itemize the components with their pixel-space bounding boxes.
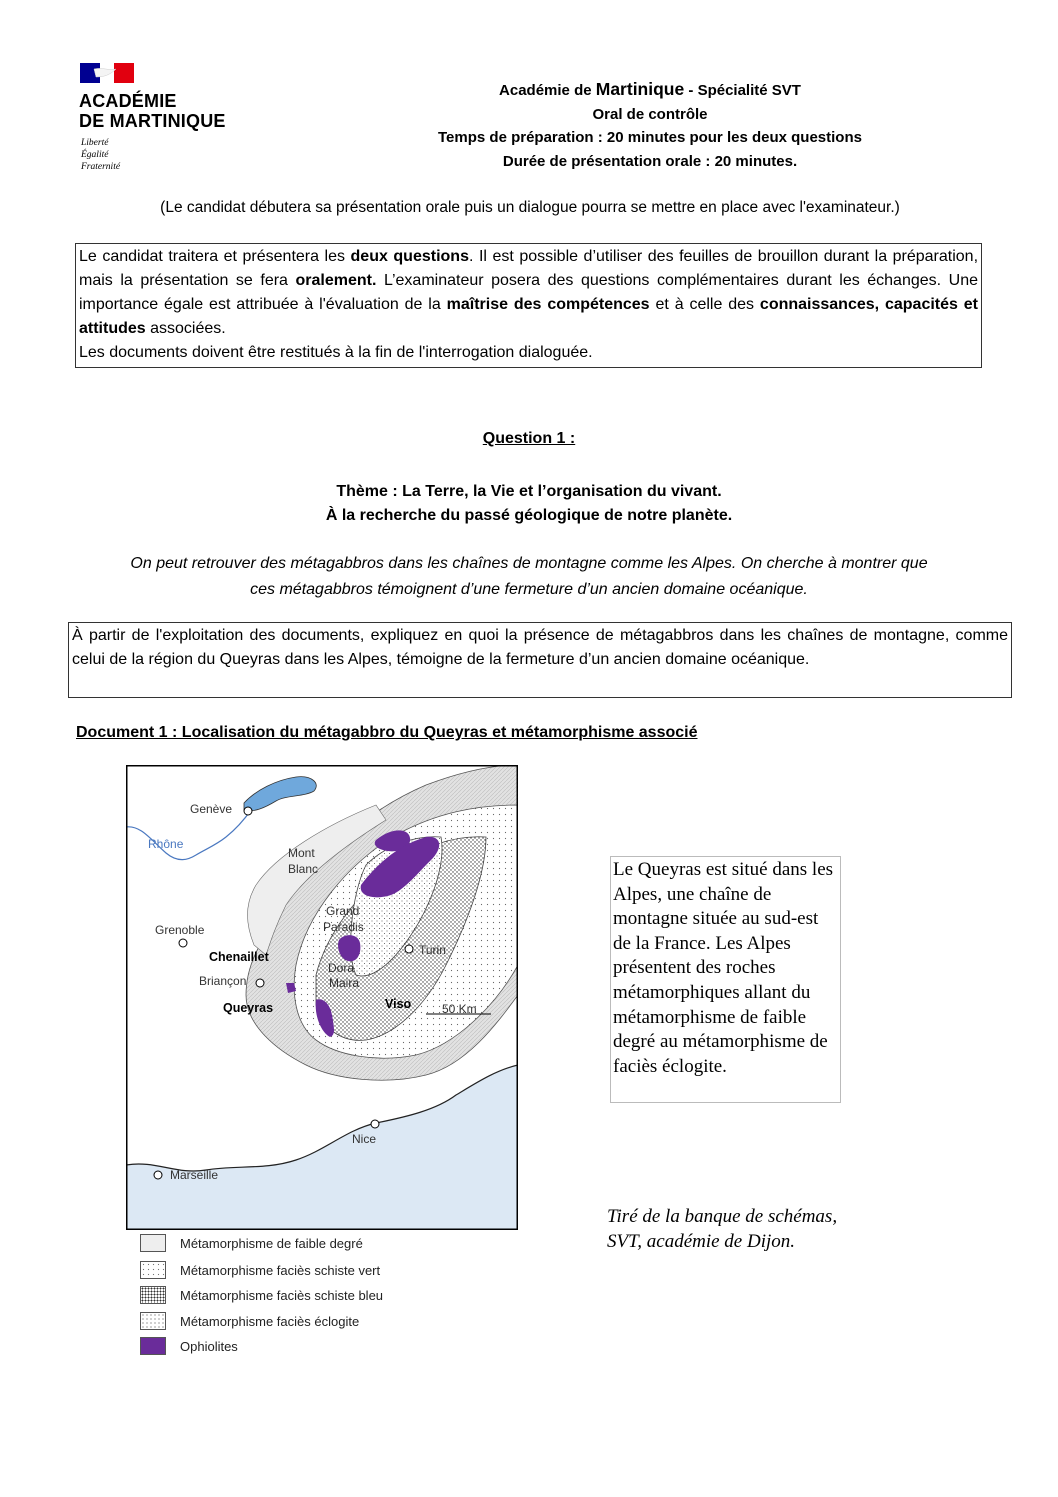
legend-swatch-eclogite (140, 1312, 166, 1330)
document-source: Tiré de la banque de schémas, SVT, académie de Dijon. (607, 1206, 838, 1252)
legend-item: Métamorphisme de faible degré (140, 1232, 363, 1254)
label-rhone: Rhône (148, 837, 184, 851)
label-marseille: Marseille (170, 1168, 219, 1182)
candidate-note: (Le candidat débutera sa présentation orale puis un dialogue pourra se mettre en place avec l'examinateur.) (160, 199, 900, 216)
label-briancon: Briançon (199, 974, 247, 988)
label-paradis: Paradis (323, 920, 364, 934)
queyras-description: Le Queyras est situé dans les Alpes, une chaîne de montagne située au sud-est de la France. Les Alpes présentent des roches métamorphiques allant du métamorphisme de faible degré au métamorphisme de faciès éclogite. (610, 856, 841, 1103)
label-nice: Nice (352, 1132, 377, 1146)
republic-motto: Liberté Égalité Fraternité (81, 138, 121, 172)
label-grand: Grand (326, 904, 360, 918)
task-box: À partir de l'exploitation des documents, expliquez en quoi la présence de métagabbros dans les chaînes de montagne, comme celui de la région du Queyras dans les Alpes, témoigne de la fermeture d’un ancien domaine océanique. (68, 622, 1012, 698)
city-dot-briancon (256, 979, 264, 987)
marianne-flag-logo (80, 63, 134, 83)
legend-swatch-blueschist (140, 1286, 166, 1304)
legend-swatch-low-grade (140, 1234, 166, 1252)
question-intro: On peut retrouver des métagabbros dans les chaînes de montagne comme les Alpes. On cherche à montrer que ces métagabbros témoignent d’une fermeture d’un ancien domaine océanique. (130, 555, 928, 598)
label-maira: Maira (329, 976, 360, 990)
legend-item: Métamorphisme faciès éclogite (140, 1310, 359, 1332)
alps-metamorphism-map (126, 765, 518, 1230)
map-legend (140, 1232, 530, 1362)
instructions-box: Le candidat traitera et présentera les deux questions. Il est possible d’utiliser des feuilles de brouillon durant la préparation, mais la présentation se fera oralement. L’examinateur posera des questions complémentaires durant les échanges. Une importance égale est attribuée à l'évaluation de la maîtrise des compétences et à celle des connaissances, capacités et attitudes associées. Les documents doivent être restitués à la fin de l'interrogation dialoguée. (75, 243, 982, 368)
city-dot-turin (405, 945, 413, 953)
label-turin: Turin (419, 943, 446, 957)
exam-header: Académie de Martinique - Spécialité SVT Oral de contrôle Temps de préparation : 20 minutes pour les deux questions Durée de présentation orale : 20 minutes. (438, 79, 862, 170)
legend-swatch-greenschist (140, 1261, 166, 1279)
city-dot-grenoble (179, 939, 187, 947)
label-scale: 50 Km (442, 1002, 477, 1016)
document-title: Document 1 : Localisation du métagabbro du Queyras et métamorphisme associé (76, 724, 698, 741)
question-title: Question 1 : (482, 430, 576, 447)
city-dot-geneve (244, 807, 252, 815)
legend-swatch-ophiolites (140, 1337, 166, 1355)
legend-item: Ophiolites (140, 1335, 238, 1357)
legend-item: Métamorphisme faciès schiste vert (140, 1259, 380, 1281)
label-geneve: Genève (190, 802, 233, 816)
label-mont: Mont (288, 846, 315, 860)
question-theme: Thème : La Terre, la Vie et l’organisation du vivant. À la recherche du passé géologique de notre planète. (325, 483, 733, 524)
label-grenoble: Grenoble (155, 923, 205, 937)
label-blanc: Blanc (288, 862, 319, 876)
label-queyras: Queyras (223, 1001, 274, 1015)
academy-logo-text: ACADÉMIE DE MARTINIQUE (79, 91, 226, 131)
label-dora: Dora (328, 961, 355, 975)
label-chenaillet: Chenaillet (209, 950, 269, 964)
city-dot-nice (371, 1120, 379, 1128)
legend-item: Métamorphisme faciès schiste bleu (140, 1284, 383, 1306)
label-viso: Viso (385, 997, 412, 1011)
city-dot-marseille (154, 1171, 162, 1179)
